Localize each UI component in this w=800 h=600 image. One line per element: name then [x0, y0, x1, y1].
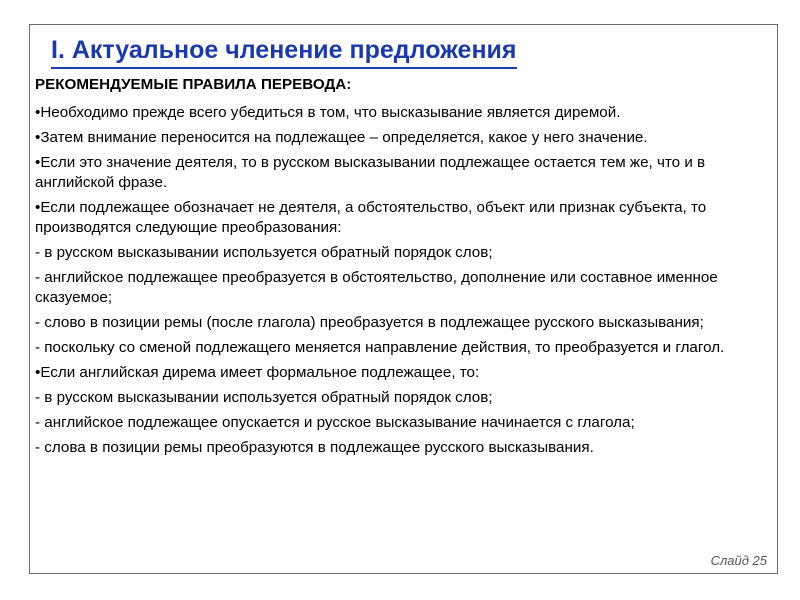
paragraph-2: •Затем внимание переносится на подлежащее – определяется, какое у него значение. [35, 129, 648, 146]
slide-number: Слайд 25 [710, 553, 767, 568]
slide-title: I. Актуальное членение предложения [51, 33, 517, 69]
slide-content [35, 75, 770, 463]
slide-frame [29, 24, 778, 574]
paragraph-12: - слова в позиции ремы преобразуются в подлежащее русского высказывания. [35, 439, 594, 456]
paragraph-10: - в русском высказывании используется обратный порядок слов; [35, 389, 493, 406]
paragraph-6: - английское подлежащее преобразуется в обстоятельство, дополнение или составное именное сказуемое; [35, 269, 718, 306]
paragraph-3: •Если это значение деятеля, то в русском высказывании подлежащее остается тем же, что и в английской фразе. [35, 154, 706, 191]
rules-heading: РЕКОМЕНДУЕМЫЕ ПРАВИЛА ПЕРЕВОДА: [35, 76, 352, 93]
paragraph-4: •Если подлежащее обозначает не деятеля, а обстоятельство, объект или признак субъекта, то производятся следующие преобразования: [35, 199, 707, 236]
paragraph-1: •Необходимо прежде всего убедиться в том, что высказывание является диремой. [35, 104, 621, 121]
paragraph-7: - слово в позиции ремы (после глагола) преобразуется в подлежащее русского высказывания; [35, 314, 704, 331]
paragraph-9: •Если английская дирема имеет формальное подлежащее, то: [35, 364, 480, 381]
paragraph-5: - в русском высказывании используется обратный порядок слов; [35, 244, 493, 261]
paragraph-8: - поскольку со сменой подлежащего меняется направление действия, то преобразуется и глагол. [35, 339, 725, 356]
paragraph-11: - английское подлежащее опускается и русское высказывание начинается с глагола; [35, 414, 635, 431]
